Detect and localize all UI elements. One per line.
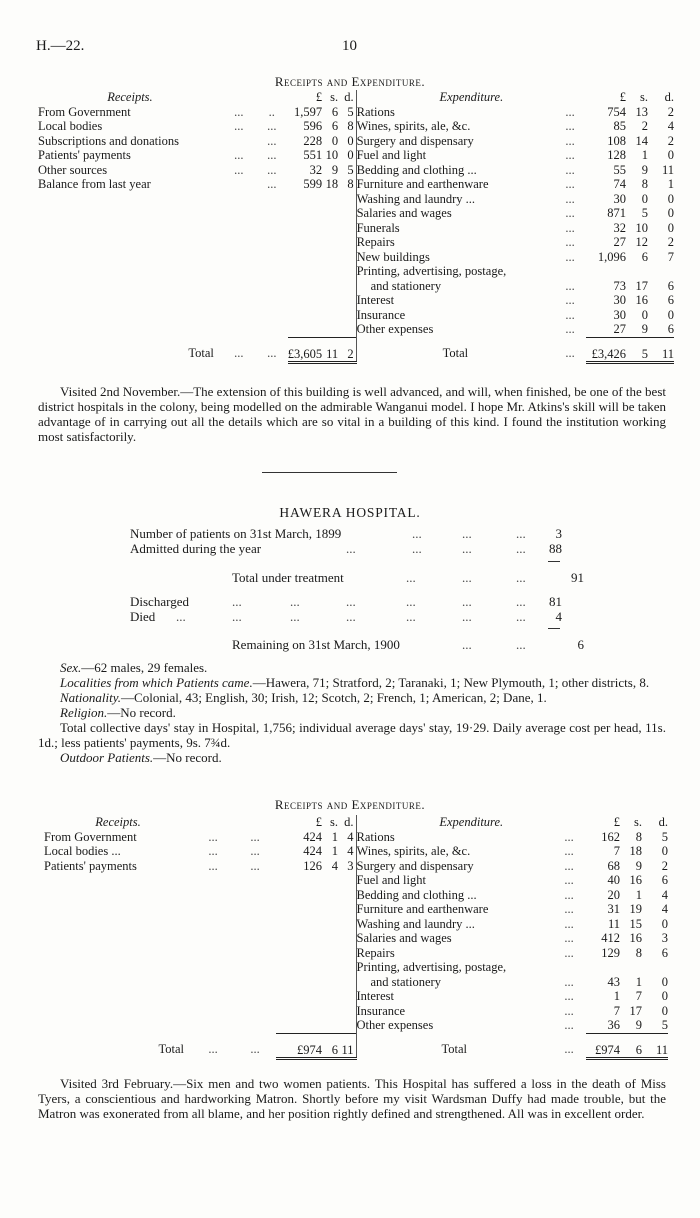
expenditure-label: Insurance — [356, 307, 406, 322]
expenditure-label: Other expenses — [356, 1018, 434, 1032]
expenditure-shillings: 19 — [629, 902, 642, 916]
receipt-shillings: 1 — [331, 829, 338, 844]
stay-note: Total collective days' stay in Hospital, 1,756; individual average days' stay, 19·29. Daily average cost per head, 11s. 1d.; less patients' payments, 9s. 7¾d. — [38, 720, 666, 750]
receipt-pounds: 424 — [303, 844, 322, 858]
pence-heading: d. — [338, 90, 356, 105]
receipts-total-label: Total — [158, 1042, 184, 1056]
expenditure-shillings: 16 — [635, 293, 648, 307]
expenditure-label: Repairs — [356, 235, 395, 249]
table-row — [44, 960, 668, 975]
table-row: Insurance ... 7 17 0 — [44, 1004, 668, 1019]
expenditure-shillings: 9 — [641, 162, 648, 177]
expenditure-shillings: 16 — [629, 931, 642, 945]
receipt-pounds: 126 — [303, 858, 322, 873]
table-row: Funerals ... 32 10 0 — [38, 221, 674, 236]
expenditure-pence: 6 — [667, 322, 674, 336]
expenditure-shillings: 7 — [635, 989, 642, 1003]
total-treatment-value: 91 — [571, 570, 584, 585]
receipt-pence: 0 — [338, 134, 356, 149]
shillings-heading: s. — [330, 815, 338, 829]
expenditure-pounds: 129 — [601, 945, 620, 960]
expenditure-shillings: 5 — [641, 206, 648, 220]
section2-accounts-table — [44, 815, 668, 1060]
religion-value: —No record. — [107, 705, 176, 720]
receipt-pounds: 551 — [303, 148, 323, 162]
receipt-pence: 3 — [338, 859, 356, 874]
receipt-shillings: 18 — [325, 177, 339, 191]
table-row: Interest ... 1 7 0 — [44, 989, 668, 1004]
expenditure-shillings: 13 — [635, 104, 648, 119]
expenditure-label: Interest — [356, 293, 395, 307]
expenditure-pounds: 31 — [607, 902, 620, 916]
expenditure-shillings: 17 — [629, 1003, 642, 1018]
section2-title: Receipts and Expenditure. — [274, 797, 426, 812]
expenditure-label: Insurance — [356, 1003, 406, 1018]
expenditure-pence: 0 — [667, 148, 674, 162]
religion-label: Religion. — [60, 705, 108, 720]
receipt-shillings: 4 — [331, 858, 338, 873]
expenditure-label: Funerals — [356, 220, 400, 235]
shillings-heading: s. — [640, 90, 648, 104]
table-row: Salaries and wages ... 871 5 0 — [38, 206, 674, 221]
admitted-value: 88 — [549, 541, 562, 556]
expenditure-pence: 5 — [661, 829, 668, 844]
expenditure-pounds: 30 — [613, 307, 627, 322]
expenditure-pence: 0 — [661, 916, 668, 931]
expenditure-label: Printing, advertising, postage, — [356, 264, 507, 278]
expenditure-pounds: 27 — [613, 235, 627, 249]
expenditure-label: Rations — [356, 104, 395, 119]
expenditure-label: Bedding and clothing ... — [356, 162, 477, 177]
expenditure-pence: 11 — [661, 162, 674, 177]
sex-label: Sex. — [60, 660, 82, 675]
expenditure-pence: 0 — [667, 220, 674, 235]
expenditure-label: Furniture and earthenware — [356, 902, 489, 916]
expenditure-shillings: 15 — [629, 916, 642, 931]
expenditure-pounds: 74 — [613, 177, 627, 191]
table-row: From Government ... ... 424 1 4 Rations ... 162 8 5 — [44, 829, 668, 844]
receipt-pounds: 1,597 — [294, 104, 323, 119]
table-row: and stationery ... 43 1 0 — [44, 975, 668, 990]
expenditure-shillings: 9 — [635, 1018, 642, 1032]
expenditure-label: Repairs — [356, 945, 395, 960]
receipt-label: Subscriptions and donations — [38, 133, 179, 148]
receipts-heading: Receipts. — [95, 815, 141, 829]
table-row: Local bodies ... ... 596 6 8 Wines, spirits, ale, &c. ... 85 2 4 — [38, 119, 674, 133]
expenditure-shillings: 16 — [629, 873, 642, 887]
expenditure-pence: 7 — [667, 249, 674, 264]
expenditure-label: Washing and laundry ... — [356, 916, 475, 931]
expenditure-shillings: 14 — [635, 133, 648, 148]
expenditure-total-pounds: £974 — [586, 1033, 620, 1059]
expenditure-shillings: 1 — [641, 148, 648, 162]
expenditure-shillings: 10 — [635, 220, 648, 235]
expenditure-pounds: 32 — [613, 220, 627, 235]
receipt-pounds: 228 — [303, 133, 323, 148]
pounds-heading: £ — [619, 90, 627, 104]
expenditure-total-pence: 11 — [648, 337, 674, 363]
expenditure-label: Wines, spirits, ale, &c. — [356, 844, 471, 858]
receipts-total-label: Total — [188, 346, 214, 360]
expenditure-pounds: 73 — [613, 278, 627, 293]
receipt-label: Local bodies — [38, 119, 103, 133]
expenditure-pounds: 55 — [613, 162, 627, 177]
expenditure-label: Wines, spirits, ale, &c. — [356, 119, 471, 133]
expenditure-label: and stationery — [370, 278, 442, 293]
pence-heading: d. — [664, 90, 674, 104]
table-row: Repairs ... 27 12 2 — [38, 235, 674, 250]
total-treatment-label: Total under treatment — [232, 570, 344, 585]
receipt-pounds: 32 — [309, 162, 323, 177]
receipts-total-pence: 2 — [338, 337, 356, 363]
expenditure-label: Rations — [356, 829, 395, 844]
section2-visit-note: Visited 3rd February.—Six men and two women patients. This Hospital has suffered a loss in the death of Miss Tyers, a conscientious and hardworking Matron. Shortly before my visit Wardsman Duffy had made trouble, but the Matron was exonerated from all blame, and her position rightly defined and strengthened. All was in excellent order. — [38, 1076, 666, 1121]
hospital-title: HAWERA HOSPITAL. — [279, 505, 421, 520]
expenditure-pounds: 40 — [607, 873, 620, 887]
hospital-notes — [38, 660, 666, 765]
expenditure-label: Surgery and dispensary — [356, 858, 474, 873]
expenditure-pence: 6 — [667, 293, 674, 307]
receipt-shillings: 6 — [331, 119, 339, 133]
expenditure-heading: Expenditure. — [439, 90, 504, 104]
expenditure-pence: 0 — [661, 1003, 668, 1018]
expenditure-shillings: 1 — [635, 974, 642, 989]
expenditure-pounds: 128 — [607, 148, 627, 162]
table-row: New buildings ... 1,096 6 7 — [38, 250, 674, 265]
page-number: 10 — [342, 38, 357, 54]
receipt-label: From Government — [38, 104, 131, 119]
died-label: Died — [130, 609, 156, 624]
receipt-pence: 5 — [338, 105, 356, 120]
expenditure-shillings: 2 — [641, 119, 648, 133]
remaining-label: Remaining on 31st March, 1900 — [232, 637, 400, 652]
expenditure-label: Interest — [356, 989, 394, 1003]
expenditure-pence: 3 — [661, 931, 668, 945]
expenditure-shillings: 8 — [635, 829, 642, 844]
totals-row: Total ... ... £974 6 11 Total ... £974 6 11 — [44, 1033, 668, 1059]
receipt-pence: 4 — [338, 844, 356, 859]
expenditure-pence: 1 — [667, 177, 674, 191]
expenditure-pounds: 30 — [613, 293, 627, 307]
expenditure-pounds: 43 — [607, 974, 620, 989]
expenditure-pounds: 27 — [613, 322, 627, 336]
expenditure-pounds: 7 — [613, 1003, 620, 1018]
receipts-total-shillings: 11 — [322, 337, 338, 363]
table-row: Salaries and wages ... 412 16 3 — [44, 931, 668, 946]
expenditure-shillings: 6 — [641, 249, 648, 264]
expenditure-label: Printing, advertising, postage, — [356, 960, 507, 974]
receipts-total-pence: 11 — [338, 1033, 356, 1059]
receipt-pounds: 596 — [303, 119, 323, 133]
nationality-label: Nationality. — [60, 690, 122, 705]
page-reference: H.—22. — [36, 38, 85, 54]
expenditure-label: New buildings — [356, 249, 430, 264]
expenditure-label: Fuel and light — [356, 148, 427, 162]
expenditure-shillings: 17 — [635, 278, 648, 293]
expenditure-pounds: 412 — [601, 931, 620, 945]
receipt-pence: 8 — [338, 177, 356, 192]
table-row: Patients' payments ... ... 126 4 3 Surgery and dispensary ... 68 9 2 — [44, 858, 668, 873]
table-row: Washing and laundry ... ... 11 15 0 — [44, 917, 668, 932]
receipt-label: Local bodies ... — [44, 844, 121, 858]
receipt-shillings: 6 — [331, 104, 339, 119]
expenditure-shillings: 0 — [641, 307, 648, 322]
table-row: Interest ... 30 16 6 — [38, 293, 674, 308]
table-row: Insurance ... 30 0 0 — [38, 308, 674, 323]
expenditure-shillings: 18 — [629, 844, 642, 858]
expenditure-total-pence: 11 — [642, 1033, 668, 1059]
outdoor-label: Outdoor Patients. — [60, 750, 154, 765]
expenditure-pence: 2 — [667, 235, 674, 249]
receipt-pence: 4 — [338, 830, 356, 845]
receipt-label: Other sources — [38, 162, 108, 177]
expenditure-pence: 0 — [661, 989, 668, 1003]
expenditure-label: and stationery — [370, 974, 441, 989]
expenditure-total-shillings: 5 — [626, 337, 648, 363]
pounds-heading: £ — [613, 815, 620, 829]
discharged-label: Discharged — [130, 594, 189, 609]
shillings-heading: s. — [330, 90, 339, 104]
expenditure-label: Fuel and light — [356, 873, 426, 887]
table-row: and stationery ... 73 17 6 — [38, 279, 674, 294]
expenditure-shillings: 1 — [635, 887, 642, 902]
section1-title: Receipts and Expenditure. — [274, 74, 426, 89]
expenditure-pence: 0 — [667, 191, 674, 206]
receipts-total-pounds: £974 — [276, 1033, 322, 1059]
admitted-label: Admitted during the year — [130, 541, 262, 556]
pence-heading: d. — [658, 815, 668, 829]
table-row: Washing and laundry ... ... 30 0 0 — [38, 192, 674, 207]
receipt-pence: 0 — [338, 148, 356, 163]
sex-value: —62 males, 29 females. — [81, 660, 208, 675]
expenditure-shillings: 12 — [635, 235, 648, 249]
expenditure-total-label: Total — [442, 346, 469, 360]
expenditure-shillings: 8 — [641, 177, 648, 191]
expenditure-pounds: 7 — [613, 844, 620, 858]
receipt-pounds: 424 — [303, 829, 322, 844]
section1-accounts-table — [38, 90, 674, 364]
expenditure-pence: 6 — [661, 873, 668, 887]
died-value: 4 — [555, 609, 562, 624]
expenditure-label: Furniture and earthenware — [356, 177, 489, 191]
receipt-label: Balance from last year — [38, 177, 151, 191]
expenditure-pence: 0 — [661, 974, 668, 989]
receipt-shillings: 0 — [331, 133, 339, 148]
localities-label: Localities from which Patients came. — [60, 675, 253, 690]
table-row: Repairs ... 129 8 6 — [44, 946, 668, 961]
expenditure-pounds: 85 — [613, 119, 627, 133]
expenditure-pence: 2 — [667, 133, 674, 148]
section-divider — [262, 472, 397, 473]
table-row: Other expenses ... 27 9 6 — [38, 322, 674, 337]
expenditure-label: Bedding and clothing ... — [356, 887, 477, 902]
expenditure-pounds: 20 — [607, 887, 620, 902]
expenditure-label: Surgery and dispensary — [356, 133, 474, 148]
expenditure-pence: 4 — [661, 902, 668, 916]
expenditure-heading: Expenditure. — [439, 815, 504, 829]
outdoor-value: —No record. — [153, 750, 222, 765]
receipt-shillings: 10 — [325, 148, 339, 162]
expenditure-shillings: 9 — [635, 858, 642, 873]
expenditure-pounds: 30 — [613, 191, 627, 206]
receipt-label: Patients' payments — [38, 148, 131, 162]
expenditure-pence: 0 — [661, 844, 668, 858]
pounds-heading: £ — [315, 90, 323, 104]
receipts-total-shillings: 6 — [322, 1033, 338, 1059]
expenditure-pence: 5 — [661, 1018, 668, 1032]
table-row: Local bodies ... ... ... 424 1 4 Wines, spirits, ale, &c. ... 7 18 0 — [44, 844, 668, 858]
expenditure-pence: 0 — [667, 206, 674, 220]
table-row: Furniture and earthenware ... 31 19 4 — [44, 902, 668, 917]
expenditure-label: Salaries and wages — [356, 931, 452, 945]
receipt-pounds: 599 — [303, 177, 323, 191]
expenditure-total-shillings: 6 — [620, 1033, 642, 1059]
expenditure-pence: 6 — [667, 278, 674, 293]
expenditure-pounds: 36 — [607, 1018, 620, 1032]
expenditure-shillings: 9 — [641, 322, 648, 336]
expenditure-pounds: 108 — [607, 133, 627, 148]
receipts-total-pounds: £3,605 — [288, 337, 322, 363]
expenditure-pounds: 162 — [601, 829, 620, 844]
pence-heading: d. — [338, 815, 356, 830]
table-row: Other sources ... ... 32 9 5 Bedding and clothing ... ... 55 9 11 — [38, 162, 674, 177]
receipt-pence: 5 — [338, 163, 356, 178]
receipt-label: Patients' payments — [44, 858, 137, 873]
expenditure-pounds: 1,096 — [597, 249, 627, 264]
receipt-label: From Government — [44, 829, 137, 844]
expenditure-shillings: 8 — [635, 945, 642, 960]
receipt-pence: 8 — [338, 119, 356, 134]
table-row: Patients' payments ... ... 551 10 0 Fuel and light ... 128 1 0 — [38, 148, 674, 162]
table-row: Bedding and clothing ... ... 20 1 4 — [44, 888, 668, 903]
section1-visit-note: Visited 2nd November.—The extension of this building is well advanced, and will, when finished, be one of the best district hospitals in the colony, being modelled on the admirable Wanganui model. I hope Mr. Atkins's skill will be taken advantage of in carrying out all the details which are so vital in a building of this kind. I found the institution working most satisfactorily. — [38, 384, 666, 444]
table-row: Other expenses ... 36 9 5 — [44, 1018, 668, 1033]
patients-start-value: 3 — [555, 526, 562, 541]
expenditure-pounds: 1 — [613, 989, 620, 1003]
patients-start-label: Number of patients on 31st March, 1899 — [130, 526, 342, 541]
receipt-shillings: 9 — [331, 162, 339, 177]
pounds-heading: £ — [315, 815, 322, 829]
expenditure-label: Other expenses — [356, 322, 434, 336]
totals-row: Total ... ... £3,605 11 2 Total ... £3,426 5 11 — [38, 337, 674, 363]
expenditure-pence: 4 — [667, 119, 674, 133]
table-row — [38, 264, 674, 279]
expenditure-pence: 2 — [667, 104, 674, 119]
expenditure-shillings: 0 — [641, 191, 648, 206]
expenditure-label: Washing and laundry ... — [356, 191, 476, 206]
expenditure-total-pounds: £3,426 — [586, 337, 626, 363]
receipt-shillings: 1 — [331, 844, 338, 858]
shillings-heading: s. — [634, 815, 642, 829]
expenditure-label: Salaries and wages — [356, 206, 452, 220]
remaining-value: 6 — [577, 637, 584, 652]
expenditure-total-label: Total — [441, 1042, 467, 1056]
expenditure-pounds: 11 — [607, 916, 620, 931]
table-row: Subscriptions and donations ... 228 0 0 Surgery and dispensary ... 108 14 2 — [38, 133, 674, 148]
expenditure-pence: 6 — [661, 945, 668, 960]
discharged-value: 81 — [549, 594, 562, 609]
expenditure-pounds: 68 — [607, 858, 620, 873]
localities-value: —Hawera, 71; Stratford, 2; Taranaki, 1; New Plymouth, 1; other districts, 8. — [252, 675, 650, 690]
expenditure-pounds: 871 — [607, 206, 627, 220]
table-row: From Government ... .. 1,597 6 5 Rations ... 754 13 2 — [38, 104, 674, 119]
table-row: Fuel and light ... 40 16 6 — [44, 873, 668, 888]
expenditure-pence: 4 — [661, 887, 668, 902]
table-row: Balance from last year ... 599 18 8 Furniture and earthenware ... 74 8 1 — [38, 177, 674, 191]
nationality-value: —Colonial, 43; English, 30; Irish, 12; Scotch, 2; French, 1; American, 2; Dane, 1. — [121, 690, 547, 705]
expenditure-pounds: 754 — [607, 104, 627, 119]
receipts-heading: Receipts. — [107, 90, 153, 104]
expenditure-pence: 2 — [661, 858, 668, 873]
expenditure-pence: 0 — [667, 307, 674, 322]
